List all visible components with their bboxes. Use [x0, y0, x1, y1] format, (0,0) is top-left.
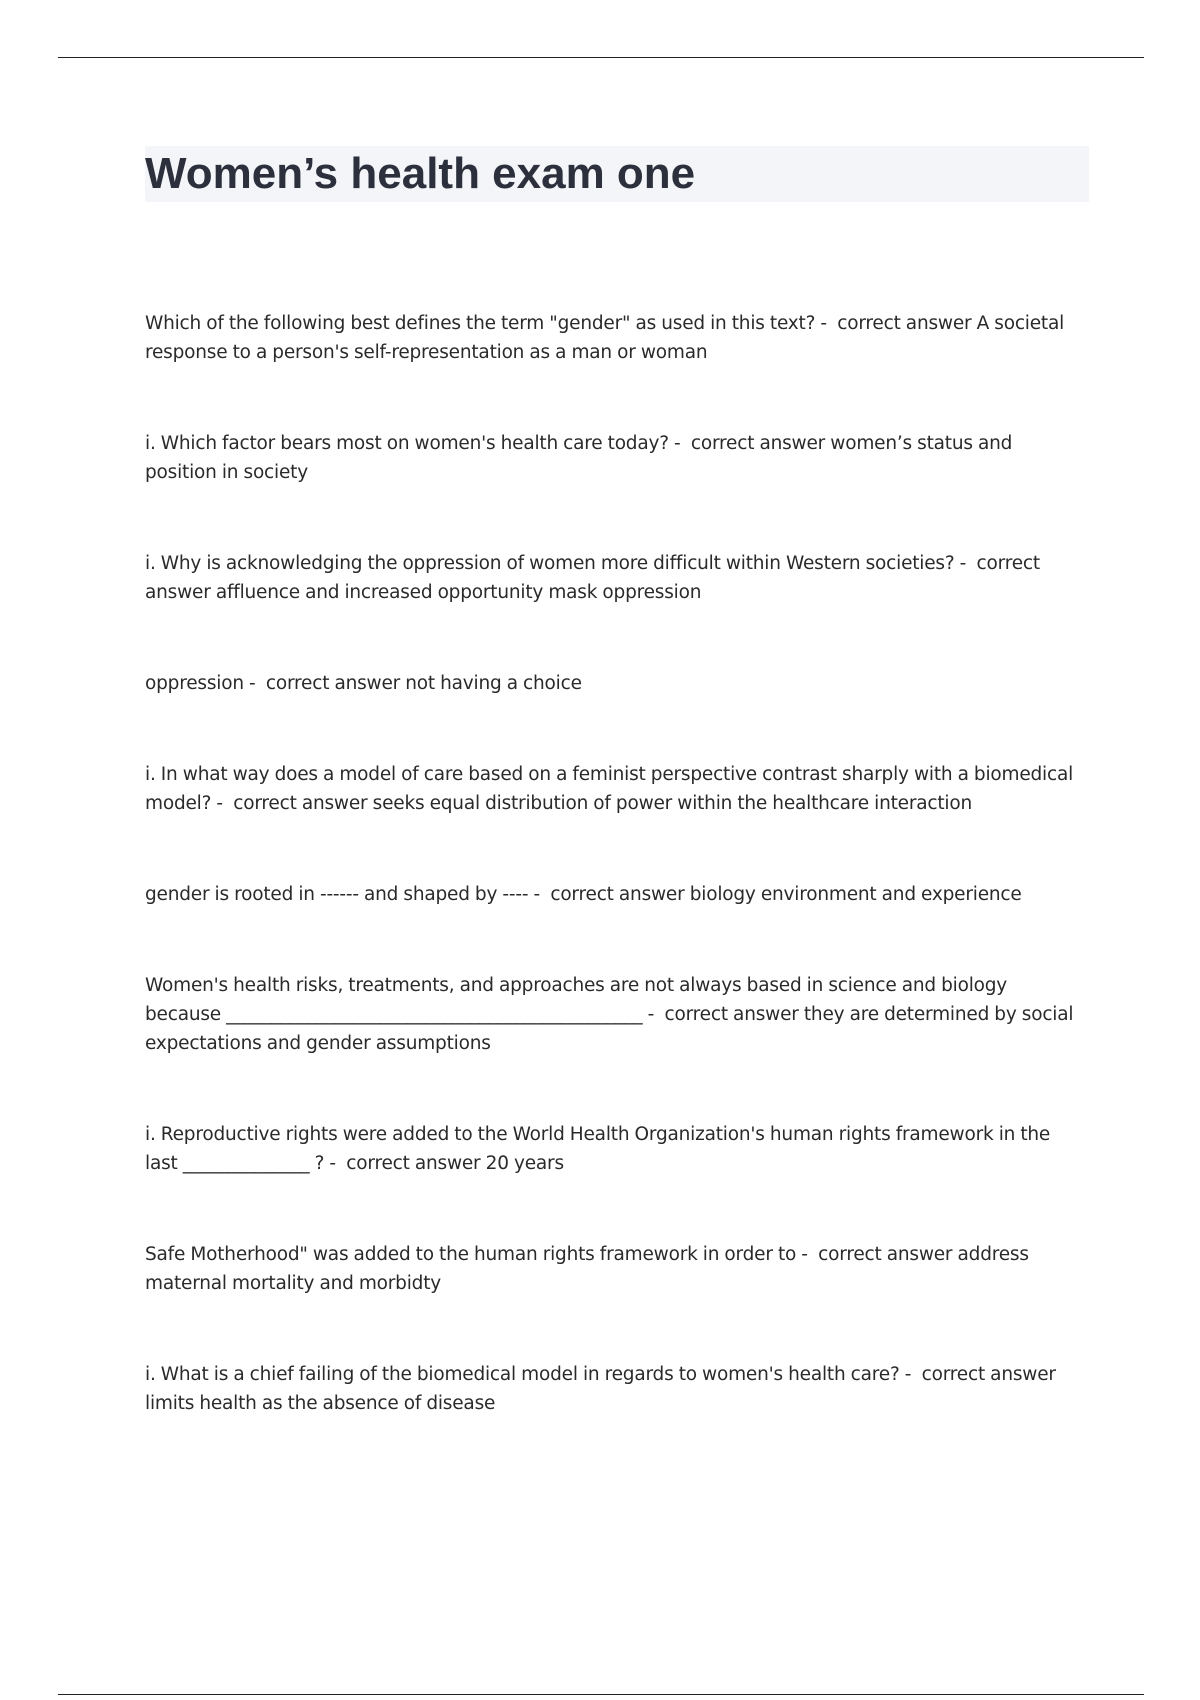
top-rule — [58, 57, 1144, 58]
question-answer-separator: - — [899, 1363, 922, 1385]
answer-prefix: correct answer — [818, 1243, 953, 1265]
qa-item — [145, 1360, 1085, 1418]
answer-prefix: correct answer — [145, 552, 1040, 603]
question-text: Women's health risks, treatments, and approaches are not always based in science and biology because ______________________________________________ — [145, 974, 1008, 1025]
answer-text: 20 years — [485, 1152, 564, 1174]
answer-text: they are determined by social expectations and gender assumptions — [145, 1003, 1074, 1054]
question-text: Which of the following best defines the term "gender" as used in this text? — [145, 312, 816, 334]
answer-prefix: correct answer — [550, 883, 685, 905]
answer-prefix: correct answer — [837, 312, 972, 334]
answer-text: address maternal mortality and morbidty — [145, 1243, 1029, 1294]
question-text: i. In what way does a model of care based on a feminist perspective contrast sharply with a biomedical model? — [145, 763, 1074, 814]
answer-prefix: correct answer — [346, 1152, 481, 1174]
qa-list — [145, 290, 1085, 1480]
bottom-rule — [58, 1694, 1144, 1695]
qa-item — [145, 309, 1085, 367]
answer-text: not having a choice — [405, 672, 582, 694]
question-answer-separator: - — [528, 883, 551, 905]
qa-item — [145, 971, 1085, 1058]
answer-text: affluence and increased opportunity mask oppression — [215, 581, 702, 603]
answer-prefix: correct answer — [921, 1363, 1056, 1385]
qa-item — [145, 549, 1085, 607]
qa-item — [145, 1240, 1085, 1298]
question-answer-separator: - — [668, 432, 691, 454]
answer-text: seeks equal distribution of power within the healthcare interaction — [372, 792, 972, 814]
answer-text: biology environment and experience — [689, 883, 1022, 905]
qa-item — [145, 429, 1085, 487]
question-answer-separator: - — [243, 672, 266, 694]
answer-prefix: correct answer — [265, 672, 401, 694]
question-text: i. What is a chief failing of the biomedical model in regards to women's health care? — [145, 1363, 900, 1385]
question-answer-separator: - — [324, 1152, 347, 1174]
qa-item — [145, 1120, 1085, 1178]
question-text: oppression — [145, 672, 244, 694]
answer-prefix: correct answer — [690, 432, 826, 454]
qa-item — [145, 880, 1085, 909]
qa-item — [145, 760, 1085, 818]
question-answer-separator: - — [211, 792, 234, 814]
qa-item — [145, 669, 1085, 698]
answer-text: women’s status and position in society — [145, 432, 1013, 483]
question-text: i. Why is acknowledging the oppression of women more difficult within Western societies? — [145, 552, 955, 574]
question-text: i. Reproductive rights were added to the World Health Organization's human rights framework in the last ______________ ? — [145, 1123, 1051, 1174]
question-answer-separator: - — [642, 1003, 665, 1025]
question-text: Safe Motherhood" was added to the human rights framework in order to — [145, 1243, 797, 1265]
document-title: Women’s health exam one — [145, 149, 696, 198]
question-answer-separator: - — [796, 1243, 819, 1265]
question-answer-separator: - — [815, 312, 838, 334]
question-text: gender is rooted in ------ and shaped by ---- — [145, 883, 529, 905]
answer-text: limits health as the absence of disease — [145, 1392, 496, 1414]
answer-prefix: correct answer — [233, 792, 368, 814]
question-text: i. Which factor bears most on women's health care today? — [145, 432, 669, 454]
answer-prefix: correct answer — [664, 1003, 799, 1025]
question-answer-separator: - — [954, 552, 977, 574]
answer-text: A societal response to a person's self-representation as a man or woman — [145, 312, 1065, 363]
